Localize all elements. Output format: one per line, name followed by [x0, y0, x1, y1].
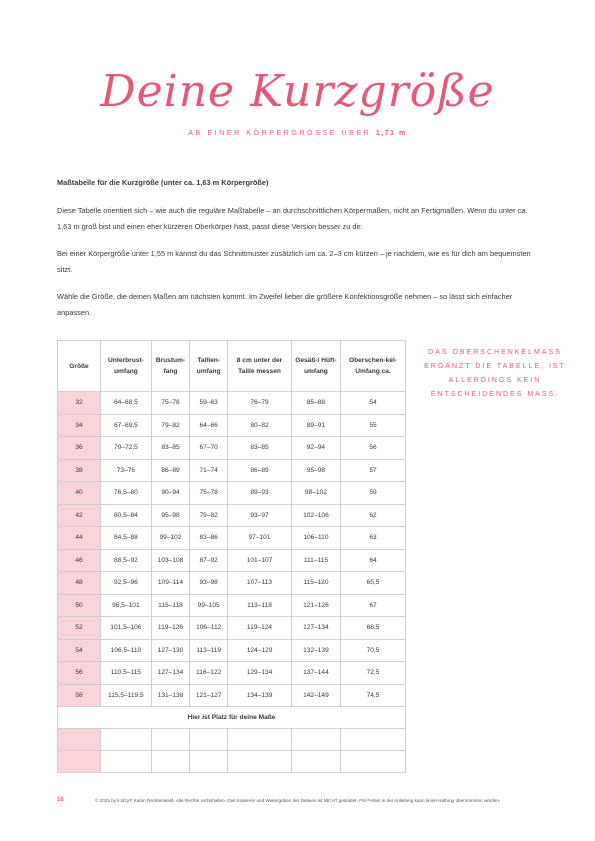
table-cell: 62 — [340, 504, 405, 527]
table-cell: 121–127 — [190, 684, 228, 707]
empty-cell — [101, 751, 152, 773]
table-cell: 111–115 — [291, 549, 340, 572]
empty-cell — [340, 751, 405, 773]
table-cell: 127–130 — [151, 639, 189, 662]
table-cell: 142–149 — [291, 684, 340, 707]
empty-cell — [228, 751, 292, 773]
table-cell: 110,5–115 — [101, 662, 152, 685]
empty-cell — [151, 751, 189, 773]
intro-text — [57, 175, 542, 332]
page-title: Deine Kurzgröße — [100, 66, 495, 117]
size-cell: 38 — [58, 459, 101, 482]
table-cell: 70–72,5 — [101, 437, 152, 460]
table-cell: 97–101 — [228, 527, 292, 550]
table-cell: 116–122 — [190, 662, 228, 685]
table-cell: 76–79 — [228, 392, 292, 415]
table-cell: 89–91 — [291, 414, 340, 437]
table-cell: 67 — [340, 594, 405, 617]
empty-cell — [291, 751, 340, 773]
table-cell: 57 — [340, 459, 405, 482]
table-cell: 75–78 — [190, 482, 228, 505]
size-cell: 46 — [58, 549, 101, 572]
table-row — [58, 617, 406, 640]
table-cell: 115–118 — [151, 594, 189, 617]
table-cell: 64–66 — [190, 414, 228, 437]
subtitle-value: 1,71 m — [375, 130, 407, 137]
table-row — [58, 482, 406, 505]
table-cell: 103–108 — [151, 549, 189, 572]
table-cell: 64 — [340, 549, 405, 572]
table-cell: 113–118 — [228, 594, 292, 617]
size-cell — [58, 729, 101, 751]
table-cell: 98–102 — [291, 482, 340, 505]
table-cell: 99–105 — [190, 594, 228, 617]
table-row — [58, 594, 406, 617]
table-cell: 85–88 — [291, 392, 340, 415]
table-cell: 86–89 — [228, 459, 292, 482]
size-cell: 54 — [58, 639, 101, 662]
empty-cell — [340, 729, 405, 751]
empty-cell — [151, 729, 189, 751]
header-brust: Brustum-fang — [151, 341, 189, 392]
table-cell: 73–76 — [101, 459, 152, 482]
table-row — [58, 437, 406, 460]
table-cell: 93–97 — [228, 504, 292, 527]
size-cell: 58 — [58, 684, 101, 707]
table-cell: 80–82 — [228, 414, 292, 437]
size-cell — [58, 751, 101, 773]
header-groesse: Größe — [58, 341, 101, 392]
header-taille: Taillen-umfang — [190, 341, 228, 392]
table-cell: 89–93 — [228, 482, 292, 505]
table-cell: 79–82 — [151, 414, 189, 437]
table-cell: 70,5 — [340, 639, 405, 662]
table-cell: 134–139 — [228, 684, 292, 707]
table-cell: 83–85 — [228, 437, 292, 460]
header-oberschenkel: Oberschen-kel-Umfang ca. — [340, 341, 405, 392]
table-cell: 86–89 — [151, 459, 189, 482]
table-row — [58, 527, 406, 550]
table-cell: 79–82 — [190, 504, 228, 527]
table-row — [58, 572, 406, 595]
table-cell: 92,5–96 — [101, 572, 152, 595]
empty-cell — [101, 729, 152, 751]
custom-measure-label: Hier ist Platz für deine Maße — [58, 707, 406, 729]
table-cell: 56 — [340, 437, 405, 460]
table-cell: 76,5–80 — [101, 482, 152, 505]
table-cell: 115,5–119,5 — [101, 684, 152, 707]
table-cell: 99–102 — [151, 527, 189, 550]
empty-cell — [190, 751, 228, 773]
page-number: 16 — [57, 797, 64, 803]
custom-measure-row — [58, 751, 406, 773]
subtitle-prefix: AB EINER KÖRPERGRÖSSE ÜBER — [188, 130, 372, 137]
section-heading: Maßtabelle für die Kurzgröße (unter ca. 1,63 m Körpergröße) — [57, 178, 269, 187]
table-cell: 90–94 — [151, 482, 189, 505]
custom-measure-label-row — [58, 707, 406, 729]
table-cell: 106–112 — [190, 617, 228, 640]
header-huefte: Gesäß-/ Hüft-umfang — [291, 341, 340, 392]
table-cell: 84,5–88 — [101, 527, 152, 550]
table-cell: 119–126 — [151, 617, 189, 640]
table-cell: 96,5–101 — [101, 594, 152, 617]
empty-cell — [291, 729, 340, 751]
page-subtitle — [0, 130, 595, 137]
table-cell: 113–119 — [190, 639, 228, 662]
table-cell: 95–98 — [291, 459, 340, 482]
table-row — [58, 459, 406, 482]
table-cell: 131–138 — [151, 684, 189, 707]
table-cell: 68,5 — [340, 617, 405, 640]
table-row — [58, 684, 406, 707]
size-cell: 48 — [58, 572, 101, 595]
size-cell: 32 — [58, 392, 101, 415]
table-cell: 63 — [340, 527, 405, 550]
table-cell: 106,5–110 — [101, 639, 152, 662]
table-cell: 72,5 — [340, 662, 405, 685]
table-row — [58, 504, 406, 527]
table-cell: 67–70 — [190, 437, 228, 460]
table-cell: 59–63 — [190, 392, 228, 415]
table-cell: 115–120 — [291, 572, 340, 595]
table-row — [58, 639, 406, 662]
table-cell: 74,5 — [340, 684, 405, 707]
table-cell: 101,5–106 — [101, 617, 152, 640]
table-cell: 83–85 — [151, 437, 189, 460]
size-cell: 42 — [58, 504, 101, 527]
table-cell: 127–134 — [291, 617, 340, 640]
paragraph-3: Wähle die Größe, die deinen Maßen am nächsten kommt. Im Zweifel lieber die größere Konfektionsgröße nehmen – so lässt sich einfacher anpassen. — [57, 292, 513, 317]
table-cell: 54 — [340, 392, 405, 415]
size-cell: 44 — [58, 527, 101, 550]
table-cell: 80,5–84 — [101, 504, 152, 527]
table-row — [58, 662, 406, 685]
table-cell: 75–78 — [151, 392, 189, 415]
paragraph-2: Bei einer Körpergröße unter 1,55 m kannst du das Schnittmuster zusätzlich um ca. 2–3 cm kürzen – je nachdem, wie es für dich am bequemsten sitzt. — [57, 249, 531, 274]
table-cell: 137–144 — [291, 662, 340, 685]
header-unterbrust: Unterbrust-umfang — [101, 341, 152, 392]
table-cell: 64–68,5 — [101, 392, 152, 415]
size-cell: 36 — [58, 437, 101, 460]
table-cell: 127–134 — [151, 662, 189, 685]
table-cell: 129–134 — [228, 662, 292, 685]
table-cell: 55 — [340, 414, 405, 437]
header-unter-taille: 8 cm unter der Taille messen — [228, 341, 292, 392]
table-cell: 87–92 — [190, 549, 228, 572]
table-cell: 92–94 — [291, 437, 340, 460]
table-cell: 109–114 — [151, 572, 189, 595]
table-cell: 121–126 — [291, 594, 340, 617]
empty-cell — [228, 729, 292, 751]
table-cell: 88,5–92 — [101, 549, 152, 572]
table-body — [58, 392, 406, 773]
size-cell: 50 — [58, 594, 101, 617]
table-cell: 71–74 — [190, 459, 228, 482]
table-cell: 93–98 — [190, 572, 228, 595]
size-cell: 52 — [58, 617, 101, 640]
table-cell: 101–107 — [228, 549, 292, 572]
copyright-text: © 2025 by k.titzy® Katrin Recktenwald- Alle Rechte vorbehalten- Das Kopieren und Weitergeben der Dateien ist NICHT gestattet- Für Fehler in der Anleitung kann keine Haftung übernommen werden- — [95, 798, 501, 803]
table-row — [58, 392, 406, 415]
table-row — [58, 549, 406, 572]
size-cell: 40 — [58, 482, 101, 505]
table-cell: 83–86 — [190, 527, 228, 550]
size-cell: 56 — [58, 662, 101, 685]
size-cell: 34 — [58, 414, 101, 437]
empty-cell — [190, 729, 228, 751]
table-header-row — [58, 341, 406, 392]
table-cell: 124–129 — [228, 639, 292, 662]
table-cell: 65,5 — [340, 572, 405, 595]
table-cell: 132–139 — [291, 639, 340, 662]
table-cell: 67–69,5 — [101, 414, 152, 437]
table-cell: 102–106 — [291, 504, 340, 527]
table-cell: 107–113 — [228, 572, 292, 595]
side-note: DAS OBERSCHENKELMASS ERGÄNZT DIE TABELLE, IST ALLERDINGS KEIN ENTSCHEIDENDES MASS. — [424, 349, 566, 398]
size-table — [57, 340, 406, 773]
table-cell: 119–124 — [228, 617, 292, 640]
table-row — [58, 414, 406, 437]
table-cell: 106–110 — [291, 527, 340, 550]
table-cell: 95–98 — [151, 504, 189, 527]
paragraph-1: Diese Tabelle orientiert sich – wie auch die reguläre Maßtabelle – an durchschnittlichen Körpermaßen, nicht an Fertigmaßen. Wenn du unter ca. 1,63 m groß bist und einen eher kürzeren Oberkörper hast, passt diese Version besser zu dir. — [57, 206, 528, 231]
custom-measure-row — [58, 729, 406, 751]
table-cell: 59 — [340, 482, 405, 505]
